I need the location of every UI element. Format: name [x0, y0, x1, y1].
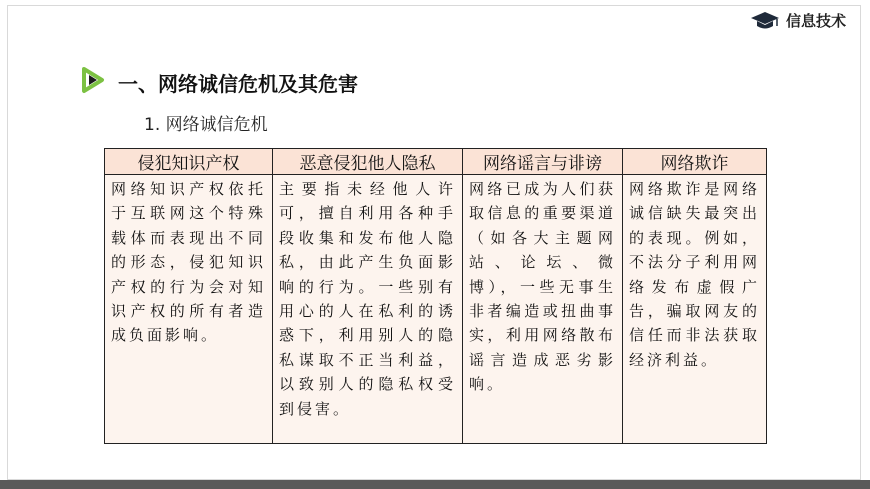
cell-text: 主要指未经他人许可，擅自利用各种手段收集和发布他人隐私，由此产生负面影响的行为。一些别有用心的人在私利的诱惑下，利用别人的隐私谋取不正当利益，以致别人的隐私权受到侵害。: [279, 180, 456, 418]
crisis-table: [104, 148, 767, 444]
cell-text: 网络欺诈是网络诚信缺失最突出的表现。例如，不法分子利用网络发布虚假广告，骗取网友的信任而非法获取经济利益。: [629, 180, 760, 369]
cell-text: 网络知识产权依托于互联网这个特殊载体而表现出不同的形态，侵犯知识产权的行为会对知识产权的所有者造成负面影响。: [111, 180, 266, 345]
table-row: [105, 175, 767, 444]
section-title: [80, 66, 358, 98]
table-header-row: [105, 149, 767, 175]
column-header: 网络谣言与诽谤: [463, 149, 623, 175]
play-icon: [80, 66, 106, 98]
section-title-text: 一、网络诚信危机及其危害: [118, 71, 358, 96]
column-header: 恶意侵犯他人隐私: [273, 149, 463, 175]
table-cell: [463, 175, 623, 444]
column-header: 侵犯知识产权: [105, 149, 273, 175]
cell-text: 网络已成为人们获取信息的重要渠道（如各大主题网站、论坛、微博），一些无事生非者编造或扭曲事实，利用网络散布谣言造成恶劣影响。: [469, 180, 616, 394]
graduation-cap-icon: [750, 11, 780, 31]
table-cell: [273, 175, 463, 444]
bottom-bar: [0, 480, 870, 489]
table-cell: [623, 175, 767, 444]
brand-label: 信息技术: [785, 12, 846, 30]
brand-header: [750, 10, 846, 31]
column-header: 网络欺诈: [623, 149, 767, 175]
subtitle: 1. 网络诚信危机: [144, 115, 268, 135]
table-cell: [105, 175, 273, 444]
